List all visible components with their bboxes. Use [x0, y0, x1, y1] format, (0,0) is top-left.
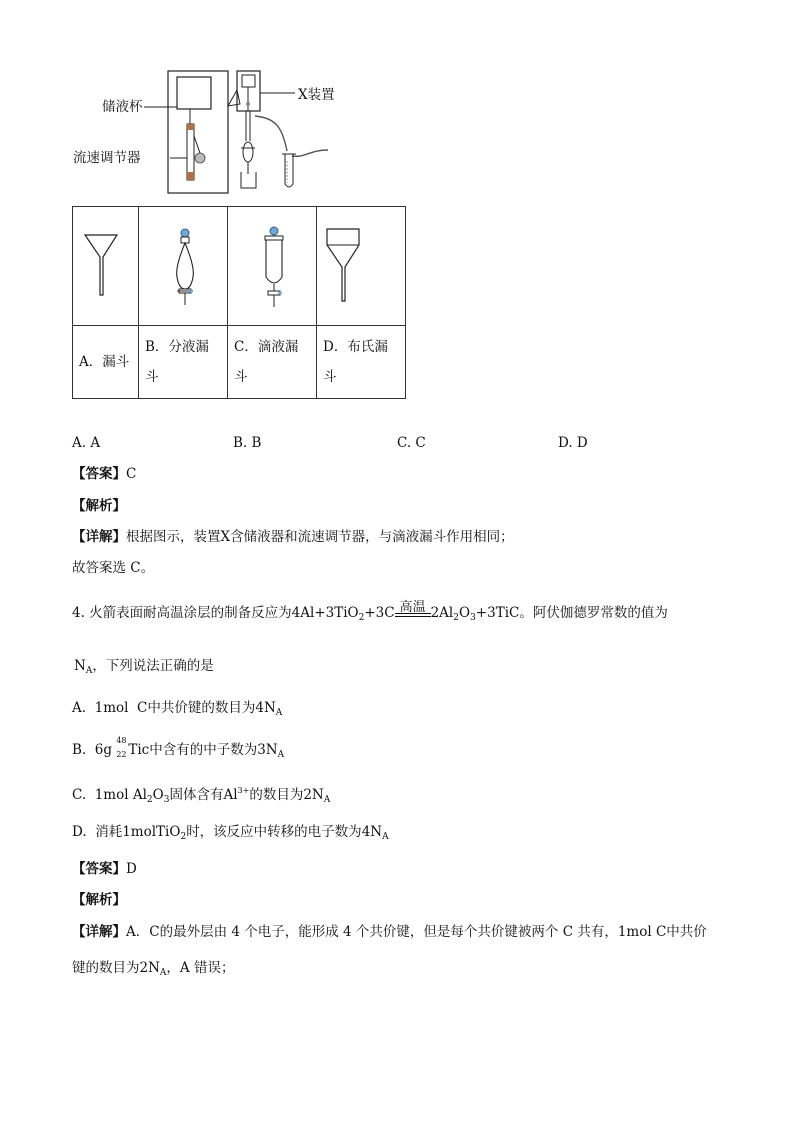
- q3-conclusion: 故答案选 C。: [72, 560, 155, 576]
- label-cup: 储液杯: [102, 99, 143, 115]
- dropping-funnel-image-cell: [228, 207, 317, 326]
- q4-stem-line2: $N_A$，下列说法正确的是: [74, 658, 214, 676]
- q4-option-c: C. 1mol $Al_2O_3$固体含有$Al^{3+}$的数目为$2N_A$: [72, 786, 331, 805]
- choice-b: B. B: [233, 435, 262, 451]
- separatory-funnel-image-cell: [139, 207, 228, 326]
- q3-analysis-tag: 【解析】: [72, 498, 126, 514]
- q4-detail-line2: 键的数目为$2N_A$，A 错误；: [72, 960, 235, 978]
- q3-answer: 【答案】C: [72, 466, 137, 482]
- q4-stem-line1: 4. 火箭表面耐高温涂层的制备反应为4Al+3TiO$_2$+3C 高温 $2Al_2O_3+3TiC$。阿伏伽德罗常数的值为: [72, 600, 668, 623]
- option-b-cell: B．分液漏 斗: [139, 326, 228, 399]
- label-regulator: 流速调节器: [73, 150, 141, 166]
- choice-c: C. C: [397, 435, 426, 451]
- buchner-funnel-icon: [317, 207, 405, 321]
- choice-a: A. A: [72, 435, 101, 451]
- q4-option-a: A. 1mol C中共价键的数目为$4N_A$: [72, 700, 283, 718]
- q4-answer: 【答案】D: [72, 861, 137, 877]
- option-c-cell: C．滴液漏 斗: [228, 326, 317, 399]
- buchner-funnel-image-cell: [317, 207, 406, 326]
- option-d-cell: D．布氏漏斗: [317, 326, 406, 399]
- funnel-icon: [73, 207, 138, 321]
- funnel-table: [72, 206, 406, 399]
- reaction-condition: 高温: [399, 600, 426, 615]
- q4-analysis-tag: 【解析】: [72, 892, 126, 908]
- q4-option-d: D. 消耗1molTiO$_2$时，该反应中转移的电子数为$4N_A$: [72, 824, 389, 842]
- dropping-funnel-icon: [228, 207, 316, 321]
- label-x-device: X装置: [298, 87, 335, 103]
- q4-option-b: B. 6g 48 22 Tic中含有的中子数为$3N_A$: [72, 736, 285, 760]
- option-a-cell: A．漏斗: [73, 326, 139, 399]
- q3-detail: 【详解】根据图示，装置X含储液器和流速调节器，与滴液漏斗作用相同；: [72, 529, 514, 545]
- separatory-funnel-icon: [139, 207, 227, 321]
- choice-d: D. D: [558, 435, 588, 451]
- funnel-image-cell: [73, 207, 139, 326]
- q4-detail-line1: 【详解】A．C的最外层由 4 个电子，能形成 4 个共价键，但是每个共价键被两个 C 共有，1mol C中共价: [72, 924, 707, 940]
